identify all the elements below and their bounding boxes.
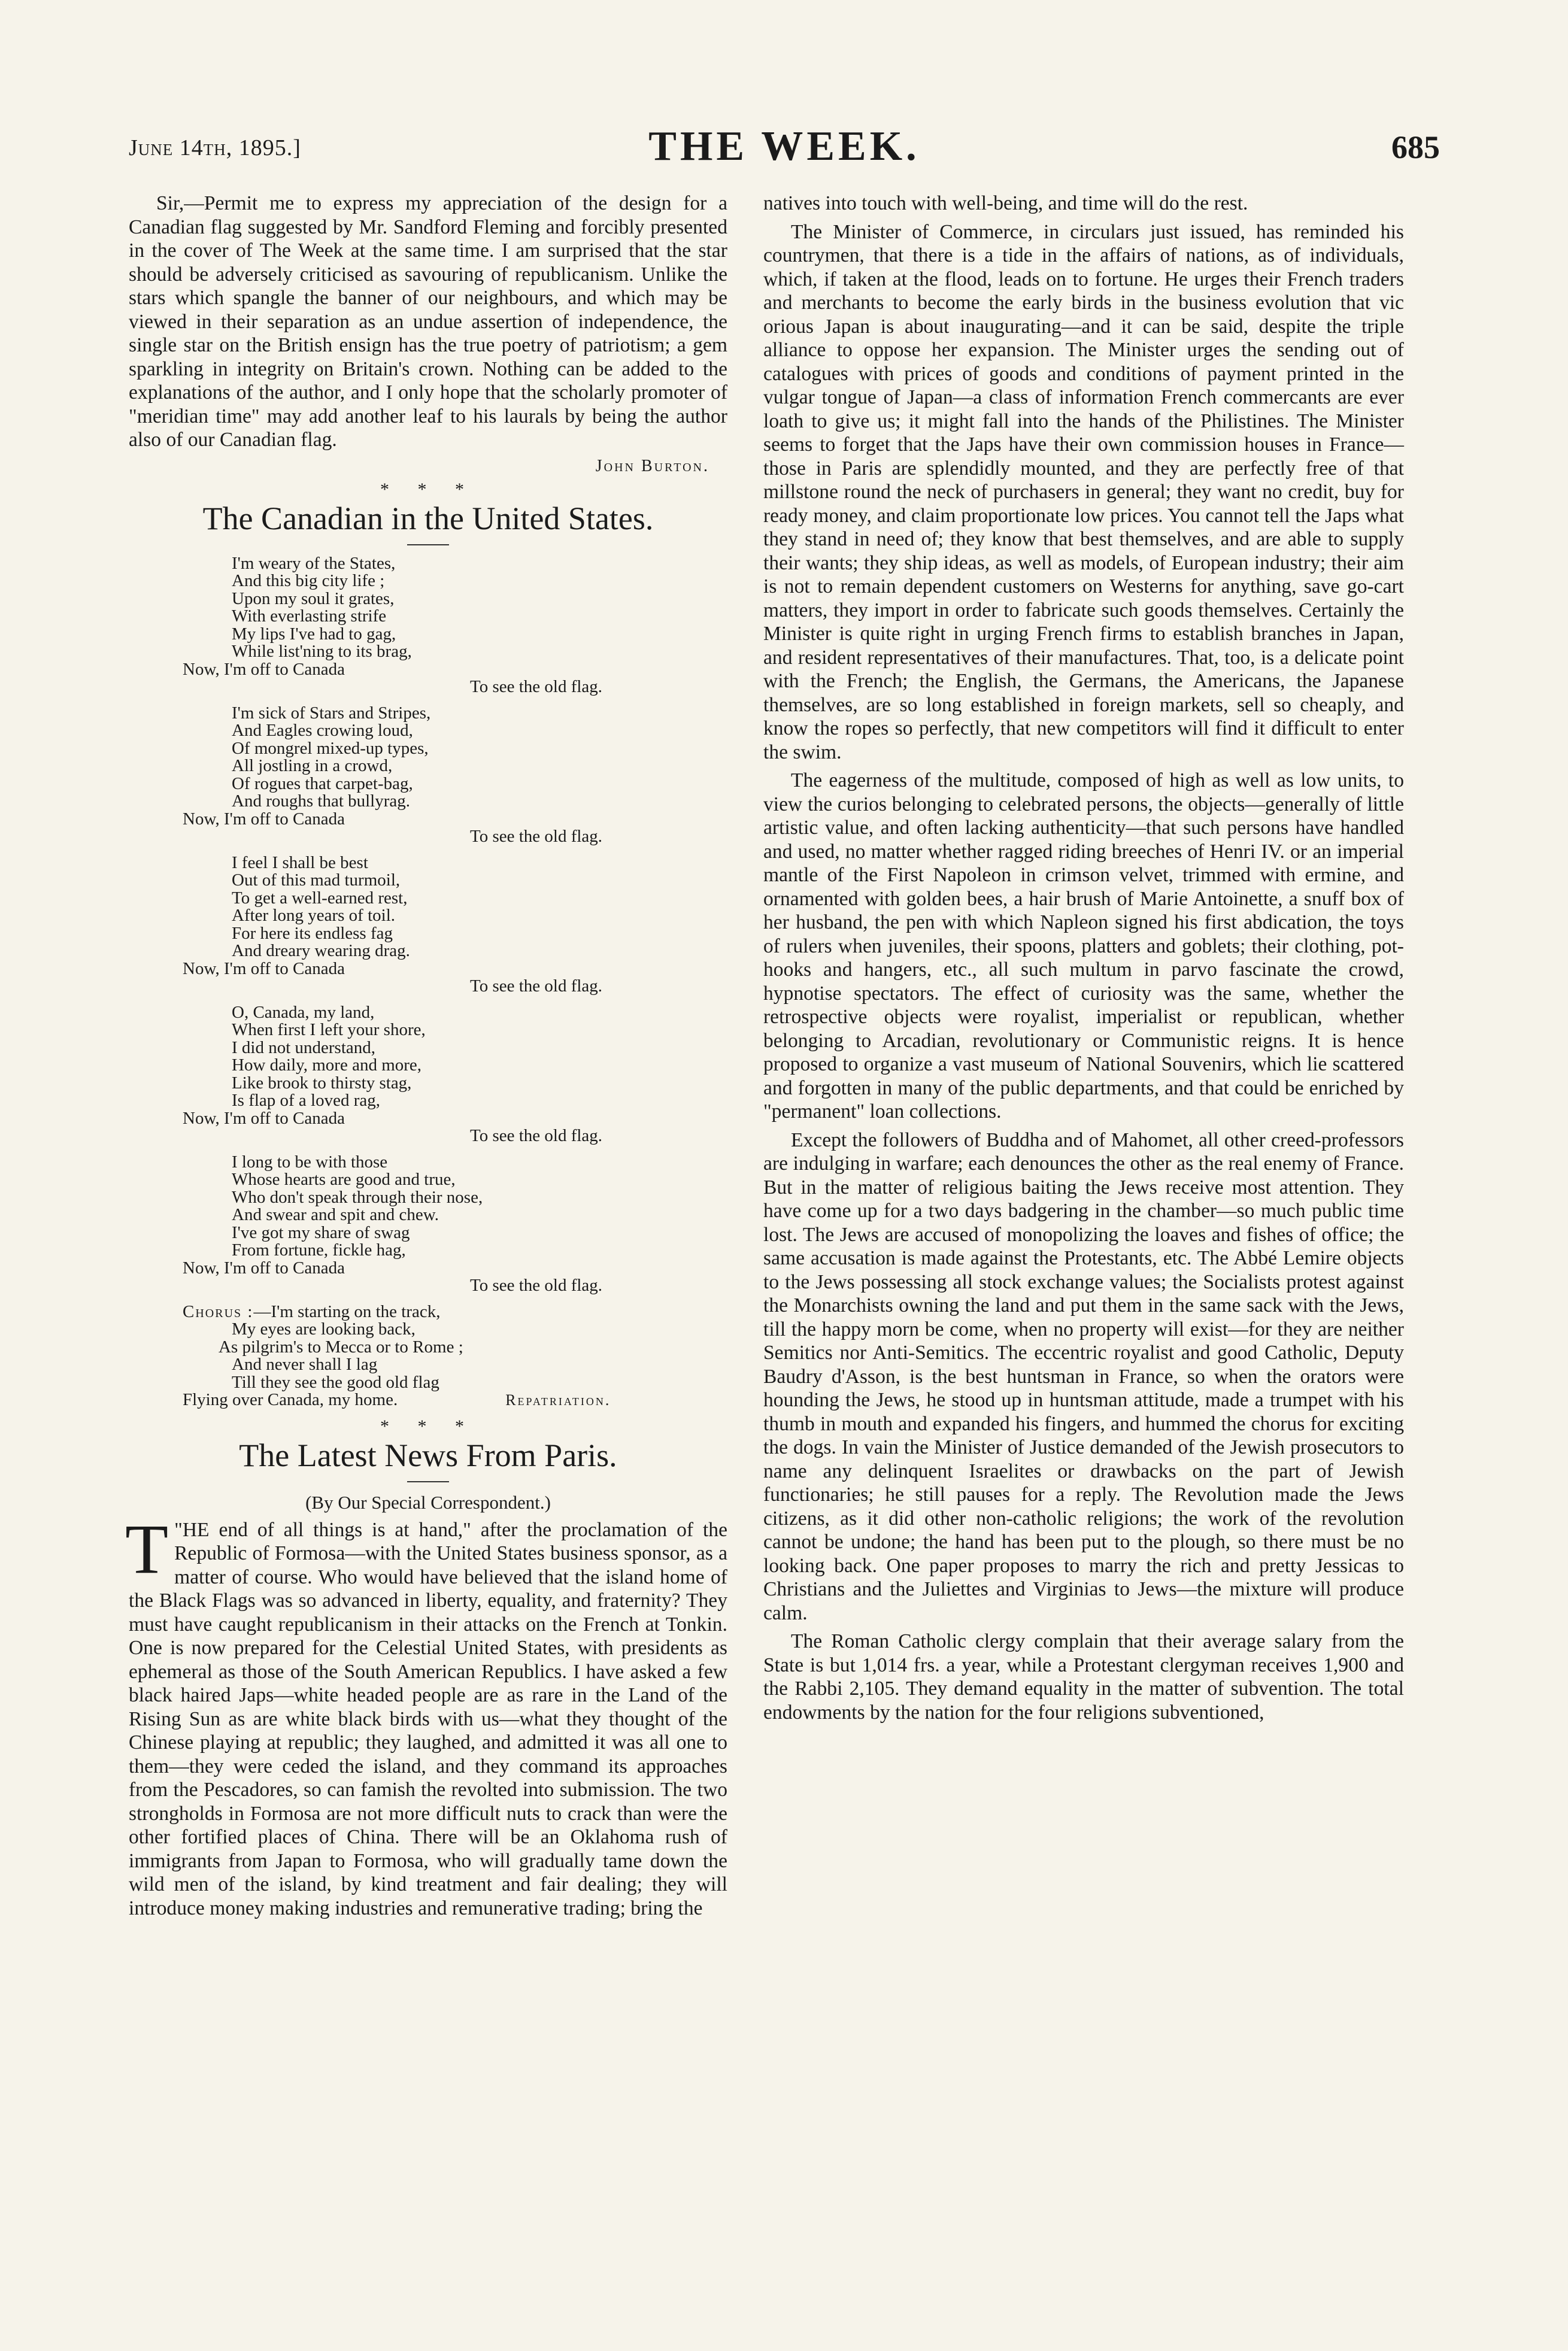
poem-stanza xyxy=(183,553,727,696)
poem-chorus xyxy=(183,1302,727,1409)
article-paragraph: The Minister of Commerce, in circulars just issued, has reminded his countrymen, that there is a tide in the affairs of nations, as of individuals, which, if taken at the flood, leads on to fortune. He urges their French traders and merchants to become the early birds in the business evolution that vic orious Japan is about inaugurating—and it can be said, despite the triple alliance to oppose her expansion. The Minister urges the sending out of catalogues with prices of goods and conditions of payment printed in the vulgar tongue of Japan—a class of information French commercants are ever loath to give us; it might fall into the hands of the Philistines. The Minister seems to forget that the Japs have their own commission houses in France—those in Paris are splendidly mounted, and they are perfectly free of that millstone round the neck of purchasers in general; they want no credit, buy for ready money, and claim proportionate low prices. You cannot tell the Japs what they stand in need of; they know that best themselves, and are able to supply their wants; they ship ideas, as well as models, of European industry; their aim is not to remain dependent customers on Westerns for anything, save go-cart matters, they import in order to fabricate such goods themselves. Certainly the Minister is quite right in urging French firms to establish branches in Japan, and resident representatives of their manufactures. That, too, is a delicate point with the French; the English, the Germans, the Americans, the Japanese themselves, are so long established in foreign markets, sell so cheaply, and know the ropes so perfectly, that new competitors will find it difficult to enter the swim. xyxy=(763,220,1404,763)
poem-signature: Repatriation. xyxy=(505,1391,611,1409)
chorus-line: As pilgrim's to Mecca or to Rome ; xyxy=(219,1337,463,1357)
poem-refrain: To see the old flag. xyxy=(470,677,603,696)
title-rule xyxy=(407,1481,449,1482)
masthead-title: THE WEEK. xyxy=(648,123,920,169)
poem-line: Like brook to thirsty stag, xyxy=(232,1073,412,1093)
poem-line: All jostling in a crowd, xyxy=(232,756,393,775)
poem-line: I long to be with those xyxy=(232,1152,388,1172)
poem-line: With everlasting strife xyxy=(232,606,387,626)
poem xyxy=(183,553,727,1409)
drop-cap: T xyxy=(125,1509,169,1588)
letter-signature: John Burton. xyxy=(595,456,709,475)
divider-stars: * * * xyxy=(380,1416,476,1436)
left-column xyxy=(125,192,727,1925)
poem-refrain: To see the old flag. xyxy=(470,827,603,846)
poem-refrain: To see the old flag. xyxy=(470,976,603,996)
poem-line: And roughs that bullyrag. xyxy=(232,791,411,811)
poem-refrain: To see the old flag. xyxy=(470,1126,603,1145)
chorus-line: And never shall I lag xyxy=(232,1355,378,1374)
poem-line: I'm weary of the States, xyxy=(232,553,396,573)
poem-line: Now, I'm off to Canada xyxy=(183,659,345,679)
right-column xyxy=(763,192,1404,1729)
title-rule xyxy=(407,544,449,545)
poem-line: Is flap of a loved rag, xyxy=(232,1091,381,1110)
chorus-line: Till they see the good old flag xyxy=(232,1372,439,1392)
poem-line: To get a well-earned rest, xyxy=(232,888,408,908)
article-paragraph: The Roman Catholic clergy complain that their average salary from the State is but 1,014 frs. a year, while a Protestant clergyman receives 1,900 and the Rabbi 2,105. They demand equality in the matter of subvention. The total endowments by the nation for the four religions subventioned, xyxy=(763,1630,1404,1724)
poem-line: Of rogues that carpet-bag, xyxy=(232,773,413,793)
poem-line: O, Canada, my land, xyxy=(232,1002,375,1022)
poem-line: I'm sick of Stars and Stripes, xyxy=(232,703,431,723)
chorus-line: My eyes are looking back, xyxy=(232,1319,415,1339)
poem-line: And dreary wearing drag. xyxy=(232,941,410,960)
chorus-line: —I'm starting on the track, xyxy=(253,1302,441,1321)
poem-refrain: To see the old flag. xyxy=(470,1276,603,1295)
poem-line: How daily, more and more, xyxy=(232,1055,422,1075)
poem-line: From fortune, fickle hag, xyxy=(232,1240,406,1260)
letter-paragraph: Sir,—Permit me to express my appreciation of the design for a Canadian flag suggested by Mr. Sandford Fleming and forcibly presented in the cover of The Week at the same time. I am surprised that the star should be adversely criticised as savouring of republicanism. Unlike the stars which spangle the banner of our neighbours, and which may be viewed in their separation as an undue assertion of independence, the single star on the British ensign has the true poetry of patriotism; a gem sparkling in integrity on Britain's crown. Nothing can be added to the explanations of the author, and I only hope that the scholarly promoter of "meridian time" may add another leaf to his laurals by being the author also of our Canadian flag. xyxy=(129,192,727,451)
poem-line xyxy=(183,1303,727,1321)
article-paragraph xyxy=(125,1509,727,1921)
poem-line: And swear and spit and chew. xyxy=(232,1205,439,1224)
chorus-label: Chorus : xyxy=(183,1302,254,1321)
page-header xyxy=(129,123,1440,177)
poem-stanza xyxy=(183,703,727,846)
poem-stanza xyxy=(183,853,727,996)
poem-line xyxy=(183,1391,727,1409)
poem-line: After long years of toil. xyxy=(232,906,396,925)
issue-date: June 14th, 1895.] xyxy=(129,135,301,160)
poem-line: Upon my soul it grates, xyxy=(232,588,395,608)
article-byline: (By Our Special Correspondent.) xyxy=(305,1491,551,1513)
opening-quote: " xyxy=(174,1518,183,1541)
poem-stanza xyxy=(183,1002,727,1145)
poem-line: And Eagles crowing loud, xyxy=(232,721,413,740)
poem-line: And this big city life ; xyxy=(232,571,385,590)
article-title: The Latest News From Paris. xyxy=(239,1437,617,1473)
poem-stanza xyxy=(183,1152,727,1295)
article-paragraph: The eagerness of the multitude, composed of high as well as low units, to view the curios belonging to celebrated persons, the objects—generally of little artistic value, and often lacking authenticity—that such persons have handled and used, no matter whether ragged riding breeches of Henri IV. or an imperial mantle of the First Napoleon in crimson velvet, trimmed with ermine, and ornamented with golden bees, a hair brush of Marie Antoinette, a snuff box of her husband, the pen with which Napleon signed his first abdication, the toys of rulers when juveniles, their spoons, platters and goblets; their clothing, pot-hooks and hangers, etc., all such multum in parvo fascinate the crowd, hypnotise spectators. The effect of curiosity was the same, whether the retrospective objects were royalist, imperialist or republican, whether belonging to Arcadian, revolutionary or Communistic reigns. It is hence proposed to organize a vast museum of National Souvenirs, which lie scattered and forgotten in many of the public departments, and that could be enriched by "permanent" loan collections. xyxy=(763,769,1404,1123)
poem-line: Who don't speak through their nose, xyxy=(232,1187,483,1207)
article-paragraph: Except the followers of Buddha and of Mahomet, all other creed-professors are indulging in warfare; each denounces the other as the real enemy of France. But in the matter of religious baiting the Jews receive most attention. They have come up for a two days badgering in the chamber—so much public time lost. The Jews are accused of monopolizing the loaves and fishes of office; the same accusation is made against the Protestants, etc. The Abbé Lemire objects to the Jews possessing all stock exchange values; the Socialists protest against the Monarchists owning the land and put them in the same sack with the Jews, till the happy morn be come, when no property will exist—for they are neither Semitics nor Anti-Semitics. The eccentric royalist and good Catholic, Deputy Baudry d'Asson, is the best huntsman in France, so when the orators were hounding the Jews, he stood up in huntsman attitude, made a trumpet with his thumb in mouth and expanded his fingers, and hummed the chorus for exciting the dogs. In vain the Minister of Justice demanded of the Jewish prosecutors to name any delinquent Israelites or drawbacks on the part of Jewish functionaries; he still pauses for a reply. The Revolution made the Jews citizens, as it did other non-catholic religions; the work of the revolution cannot be undone; the hand has been put to the plough, so there must be no looking back. One paper proposes to marry the rich and pretty Jessicas to Christians and the Juliettes and Virginias to Jews—the mixture will produce calm. xyxy=(763,1129,1404,1624)
poem-line: I feel I shall be best xyxy=(232,853,368,872)
poem-line: Of mongrel mixed-up types, xyxy=(232,738,429,758)
poem-line: For here its endless fag xyxy=(232,923,393,943)
poem-line: Now, I'm off to Canada xyxy=(183,809,345,829)
poem-line: Now, I'm off to Canada xyxy=(183,958,345,978)
poem-line: I've got my share of swag xyxy=(232,1222,410,1242)
divider-stars: * * * xyxy=(380,479,476,499)
article-continuation: natives into touch with well-being, and time will do the rest. xyxy=(763,192,1248,214)
poem-line: When first I left your shore, xyxy=(232,1020,426,1039)
article-text: HE end of all things is at hand," after the proclamation of the Republic of Formosa—with the United States business sponsor, as a matter of course. Who would have believed that the island home of the Black Flags was so advanced in liberty, equality, and fraternity? They must have caught republicanism in their attacks on the French at Tonkin. One is now prepared for the Celestial United States, with presidents as ephemeral as those of the South American Republics. I have asked a few black haired Japs—white headed people are as rare in the Land of the Rising Sun as are white black birds with us—what they thought of the Chinese playing at republic; they laughed, and admitted it was all one to them—they were ceded the island, and they command its approaches from the Pescadores, so can famish the revolted into submission. The two strongholds in Formosa are not more difficult nuts to crack than were the other fortified places of China. There will be an Oklahoma rush of immigrants from Japan to Formosa, who will gradually tame down the wild men of the island, by kind treatment and fair dealing; they will introduce money making industries and remunerative trading; bring the xyxy=(129,1518,727,1919)
chorus-line: Flying over Canada, my home. xyxy=(183,1390,398,1409)
poem-line: Whose hearts are good and true, xyxy=(232,1170,456,1189)
page-number: 685 xyxy=(1391,129,1440,165)
poem-title: The Canadian in the United States. xyxy=(202,500,654,536)
poem-line: Out of this mad turmoil, xyxy=(232,870,401,890)
poem-line: Now, I'm off to Canada xyxy=(183,1108,345,1128)
poem-line: Now, I'm off to Canada xyxy=(183,1258,345,1278)
poem-line: My lips I've had to gag, xyxy=(232,624,396,644)
poem-line: While list'ning to its brag, xyxy=(232,642,412,661)
poem-line: I did not understand, xyxy=(232,1038,376,1057)
